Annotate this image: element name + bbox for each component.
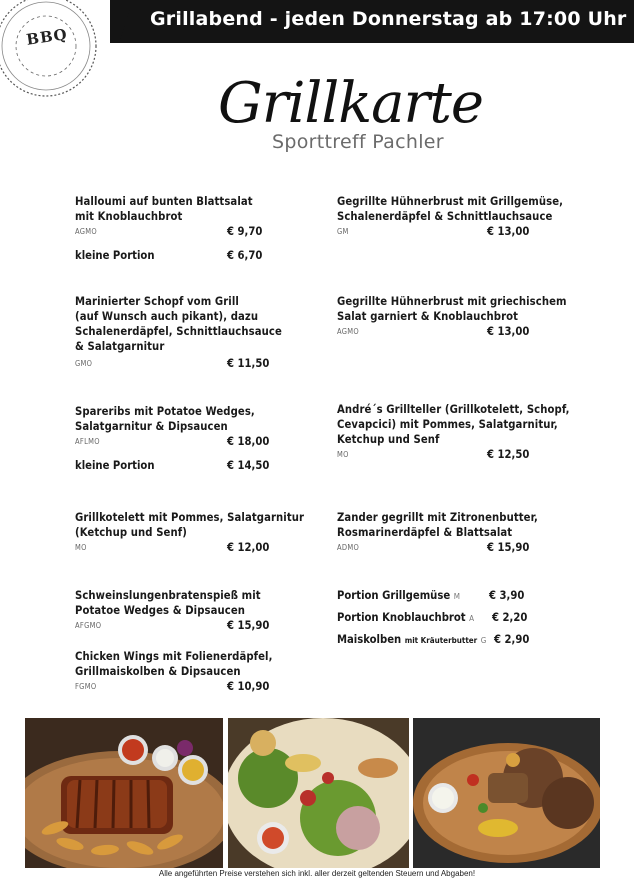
side-item [337,633,587,655]
side-name: Maiskolben [337,633,402,646]
menu-item [337,510,587,556]
allergen-code: FGMO [75,682,97,691]
menu-item [75,588,305,634]
item-name: Zander gegrillt mit Zitronenbutter, Rosmarinerdäpfel & Blattsalat [337,511,538,539]
item-price: € 15,90 [227,619,270,632]
menu-item [75,510,315,556]
side-name: Portion Knoblauchbrot [337,611,466,624]
sub-item-price: € 14,50 [227,459,270,472]
page-title: Grillkarte [218,71,483,136]
grill-platter-photo [228,718,409,868]
allergen-code: AFLMO [75,437,100,446]
allergen-code: M [453,592,460,601]
item-name: Gegrillte Hühnerbrust mit Grillgemüse, Schalenerdäpfel & Schnittlauchsauce [337,195,564,223]
sub-item-name: kleine Portion [75,459,155,472]
side-name: Portion Grillgemüse [337,589,451,602]
menu-item [337,294,587,340]
allergen-code: AFGMO [75,621,102,630]
allergen-code: AGMO [337,327,360,336]
sub-item-name: kleine Portion [75,249,155,262]
price-disclaimer: Alle angeführten Preise verstehen sich inkl. aller derzeit geltenden Steuern und Abgaben! [158,869,476,878]
bbq-stamp-logo [0,0,108,108]
side-item [337,589,587,611]
menu-item [337,194,587,240]
allergen-code: MO [75,543,87,552]
spareribs-photo [25,718,223,868]
side-price: € 2,20 [492,611,528,624]
stamp-text: BBQ [25,25,69,49]
item-name: Grillkotelett mit Pommes, Salatgarnitur (Ketchup und Senf) [75,511,305,539]
allergen-code: AGMO [75,227,98,236]
grill-plate-photo [413,718,600,868]
item-name: Marinierter Schopf vom Grill (auf Wunsch auch pikant), dazu Schalenerdäpfel, Schnittlauchsauce & Salatgarnitur [75,295,282,353]
side-extra: mit Kräuterbutter [404,636,478,645]
item-price: € 13,00 [487,325,530,338]
allergen-code: ADMO [337,543,360,552]
item-price: € 15,90 [487,541,530,554]
side-price: € 2,90 [494,633,530,646]
item-name: Spareribs mit Potatoe Wedges, Salatgarnitur & Dipsaucen [75,405,255,433]
item-name: Schweinslungenbratenspieß mit Potatoe Wedges & Dipsaucen [75,589,261,617]
item-price: € 9,70 [227,225,263,238]
item-price: € 10,90 [227,680,270,693]
item-name: Gegrillte Hühnerbrust mit griechischem Salat garniert & Knoblauchbrot [337,295,567,323]
page-subtitle: Sporttreff Pachler [272,131,444,153]
sides-list [337,589,587,659]
allergen-code: GMO [75,359,93,368]
item-price: € 11,50 [227,357,270,370]
item-price: € 18,00 [227,435,270,448]
menu-item [75,294,305,372]
item-name: André´s Grillteller (Grillkotelett, Schopf, Cevapcici) mit Pommes, Salatgarnitur, Ketchup und Senf [337,403,570,446]
item-name: Chicken Wings mit Folienerdäpfel, Grillmaiskolben & Dipsaucen [75,650,273,678]
header-title: Grillabend - jeden Donnerstag ab 17:00 Uhr [150,8,627,30]
item-price: € 13,00 [487,225,530,238]
menu-item [75,194,305,264]
item-price: € 12,50 [487,448,530,461]
side-item [337,611,587,633]
allergen-code: GM [337,227,349,236]
allergen-code: G [480,636,487,645]
item-price: € 12,00 [227,541,270,554]
allergen-code: A [469,614,475,623]
menu-item [337,402,597,463]
menu-item [75,649,305,695]
allergen-code: MO [337,450,349,459]
menu-item [75,404,305,474]
sub-item-price: € 6,70 [227,249,263,262]
side-price: € 3,90 [489,589,525,602]
item-name: Halloumi auf bunten Blattsalat mit Knoblauchbrot [75,195,253,223]
